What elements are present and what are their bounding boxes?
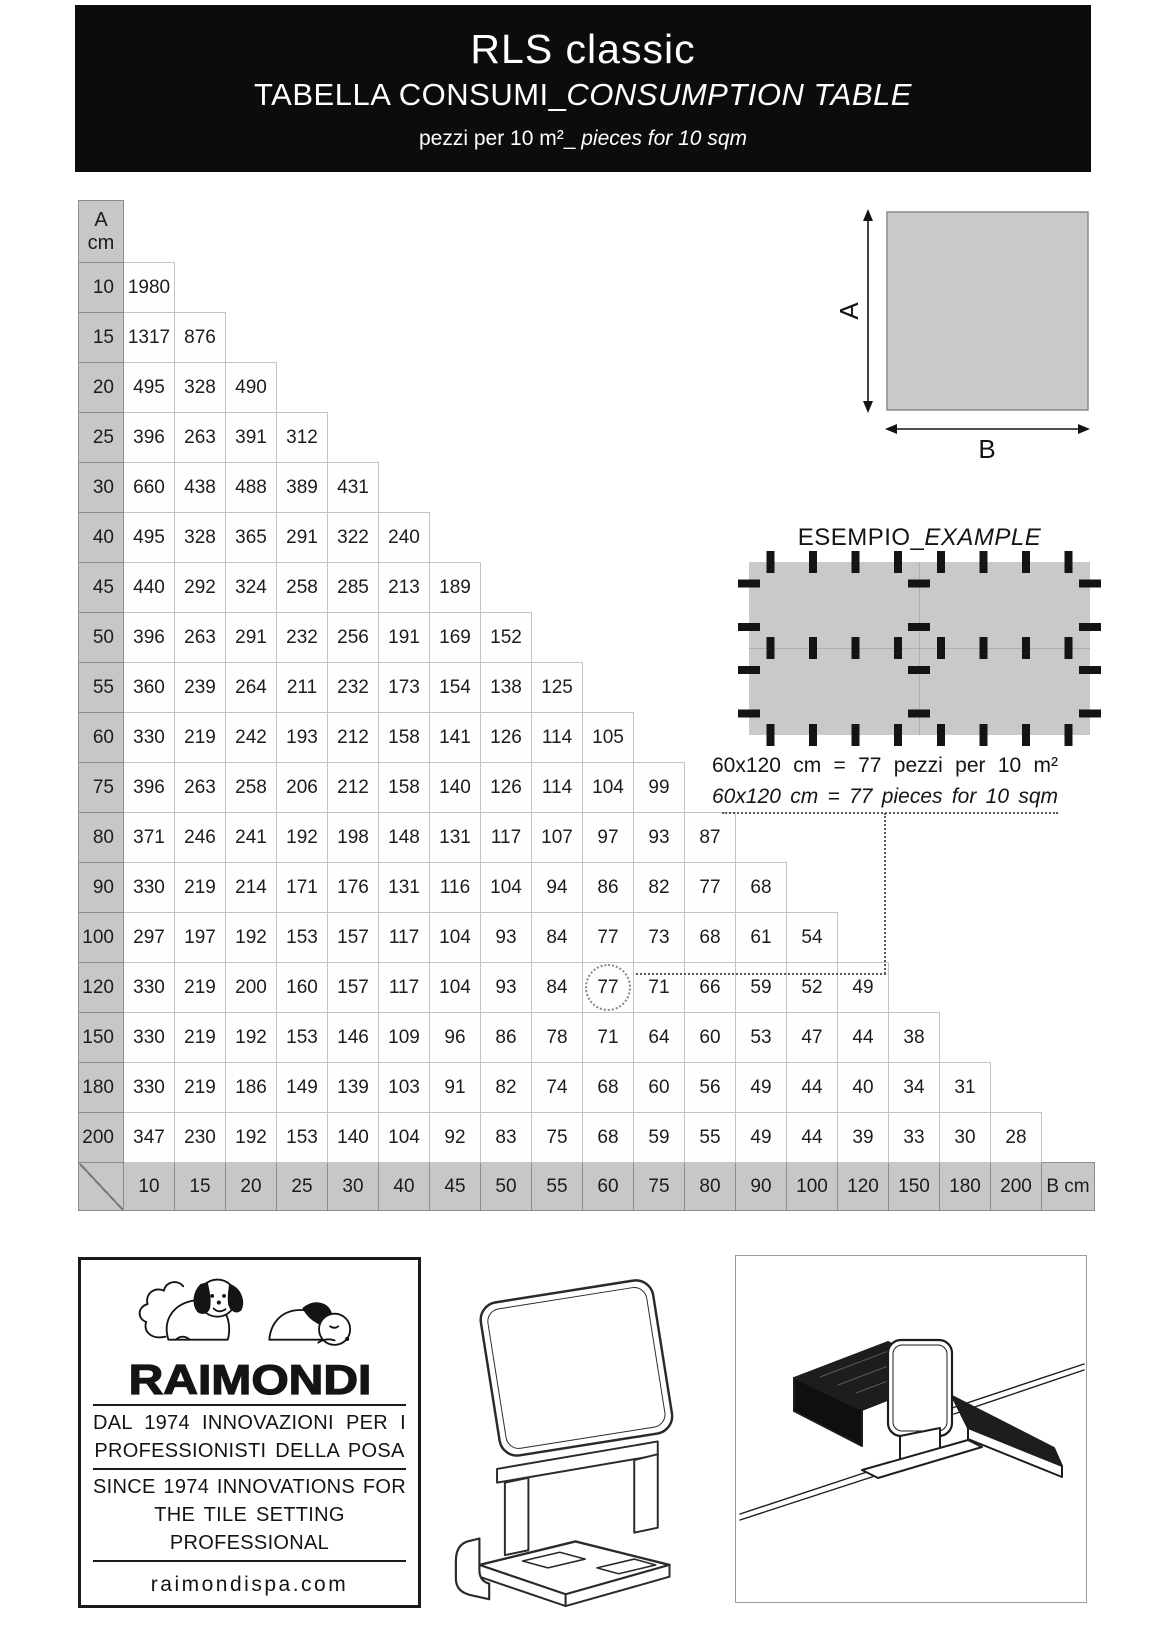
consumption-cell: 396 xyxy=(124,413,175,463)
consumption-cell: 239 xyxy=(175,663,226,713)
consumption-cell: 212 xyxy=(328,713,379,763)
tile-dimension-diagram xyxy=(828,196,1098,464)
consumption-cell: 92 xyxy=(430,1113,481,1163)
consumption-cell: 292 xyxy=(175,563,226,613)
row-label-a: 55 xyxy=(79,663,124,713)
consumption-cell: 153 xyxy=(277,1113,328,1163)
consumption-cell: 149 xyxy=(277,1063,328,1113)
consumption-cell: 291 xyxy=(277,513,328,563)
consumption-cell: 44 xyxy=(787,1113,838,1163)
consumption-cell: 263 xyxy=(175,763,226,813)
consumption-cell: 200 xyxy=(226,963,277,1013)
consumption-cell: 71 xyxy=(634,963,685,1013)
consumption-cell: 189 xyxy=(430,563,481,613)
subtitle-italian: TABELLA CONSUMI_ xyxy=(254,77,567,112)
consumption-cell: 104 xyxy=(430,913,481,963)
table-row xyxy=(79,913,1095,963)
highlighted-consumption-cell: 77 xyxy=(583,963,634,1013)
consumption-cell: 330 xyxy=(124,1013,175,1063)
consumption-cell: 138 xyxy=(481,663,532,713)
tagline-en-line2: THE TILE SETTING PROFESSIONAL xyxy=(154,1504,345,1554)
row-label-a: 150 xyxy=(79,1013,124,1063)
consumption-cell: 285 xyxy=(328,563,379,613)
consumption-cell: 171 xyxy=(277,863,328,913)
consumption-cell: 78 xyxy=(532,1013,583,1063)
arrow-a xyxy=(863,209,873,413)
consumption-cell: 34 xyxy=(889,1063,940,1113)
row-label-a: 75 xyxy=(79,763,124,813)
consumption-cell: 39 xyxy=(838,1113,889,1163)
column-header-row xyxy=(79,1163,1095,1211)
table-row xyxy=(79,1113,1095,1163)
consumption-cell: 169 xyxy=(430,613,481,663)
consumption-cell: 28 xyxy=(991,1113,1042,1163)
consumption-cell: 197 xyxy=(175,913,226,963)
row-label-a: 60 xyxy=(79,713,124,763)
consumption-cell: 93 xyxy=(481,963,532,1013)
consumption-cell: 114 xyxy=(532,763,583,813)
consumption-cell: 44 xyxy=(787,1063,838,1113)
consumption-cell: 73 xyxy=(634,913,685,963)
consumption-cell: 322 xyxy=(328,513,379,563)
consumption-cell: 116 xyxy=(430,863,481,913)
consumption-cell: 328 xyxy=(175,363,226,413)
consumption-cell: 158 xyxy=(379,713,430,763)
consumption-cell: 324 xyxy=(226,563,277,613)
consumption-cell: 495 xyxy=(124,363,175,413)
consumption-cell: 173 xyxy=(379,663,430,713)
consumption-cell: 219 xyxy=(175,863,226,913)
consumption-cell: 60 xyxy=(634,1063,685,1113)
brand-panel xyxy=(78,1257,421,1608)
consumption-cell: 242 xyxy=(226,713,277,763)
consumption-cell: 77 xyxy=(583,913,634,963)
col-label-b: 100 xyxy=(787,1163,838,1211)
consumption-cell: 56 xyxy=(685,1063,736,1113)
example-tile-layout xyxy=(749,562,1090,735)
consumption-cell: 391 xyxy=(226,413,277,463)
consumption-cell: 219 xyxy=(175,1013,226,1063)
consumption-cell: 360 xyxy=(124,663,175,713)
consumption-cell: 82 xyxy=(481,1063,532,1113)
consumption-cell: 193 xyxy=(277,713,328,763)
consumption-cell: 109 xyxy=(379,1013,430,1063)
example-title-english: EXAMPLE xyxy=(924,524,1042,551)
consumption-cell: 44 xyxy=(838,1013,889,1063)
label-b: B xyxy=(978,434,996,464)
consumption-cell: 139 xyxy=(328,1063,379,1113)
consumption-cell: 330 xyxy=(124,1063,175,1113)
col-label-b: 200 xyxy=(991,1163,1042,1211)
consumption-cell: 219 xyxy=(175,713,226,763)
consumption-cell: 68 xyxy=(583,1113,634,1163)
row-label-a: 10 xyxy=(79,263,124,313)
example-title-italian: ESEMPIO_ xyxy=(797,524,925,551)
col-label-b: 45 xyxy=(430,1163,481,1211)
dogs-illustration xyxy=(90,1264,410,1359)
consumption-cell: 33 xyxy=(889,1113,940,1163)
example-caption-english: 60x120 cm = 77 pieces for 10 sqm xyxy=(712,785,1058,808)
consumption-cell: 153 xyxy=(277,913,328,963)
consumption-cell: 117 xyxy=(481,813,532,863)
consumption-cell: 263 xyxy=(175,613,226,663)
consumption-cell: 60 xyxy=(685,1013,736,1063)
consumption-cell: 146 xyxy=(328,1013,379,1063)
consumption-cell: 440 xyxy=(124,563,175,613)
consumption-cell: 214 xyxy=(226,863,277,913)
consumption-cell: 660 xyxy=(124,463,175,513)
consumption-cell: 77 xyxy=(685,863,736,913)
example-title xyxy=(749,524,1090,552)
consumption-cell: 219 xyxy=(175,1063,226,1113)
consumption-cell: 131 xyxy=(379,863,430,913)
website-link[interactable]: raimondispa.com xyxy=(150,1573,349,1596)
consumption-cell: 264 xyxy=(226,663,277,713)
consumption-cell: 176 xyxy=(328,863,379,913)
consumption-cell: 312 xyxy=(277,413,328,463)
col-label-b: 25 xyxy=(277,1163,328,1211)
consumption-cell: 114 xyxy=(532,713,583,763)
consumption-cell: 68 xyxy=(583,1063,634,1113)
consumption-cell: 75 xyxy=(532,1113,583,1163)
example-caption xyxy=(712,750,1058,812)
consumption-cell: 240 xyxy=(379,513,430,563)
consumption-cell: 232 xyxy=(277,613,328,663)
consumption-cell: 191 xyxy=(379,613,430,663)
units-note xyxy=(419,127,747,151)
consumption-cell: 389 xyxy=(277,463,328,513)
tagline-it-line2: PROFESSIONISTI DELLA POSA xyxy=(94,1440,405,1462)
consumption-cell: 158 xyxy=(379,763,430,813)
arrow-b xyxy=(885,424,1090,434)
consumption-cell: 213 xyxy=(379,563,430,613)
consumption-cell: 371 xyxy=(124,813,175,863)
table-row xyxy=(79,813,1095,863)
consumption-cell: 105 xyxy=(583,713,634,763)
consumption-cell: 141 xyxy=(430,713,481,763)
consumption-cell: 126 xyxy=(481,763,532,813)
wedge-usage-drawing xyxy=(736,1256,1086,1602)
clip-marks-center xyxy=(908,562,930,735)
consumption-cell: 263 xyxy=(175,413,226,463)
consumption-cell: 49 xyxy=(736,1113,787,1163)
consumption-cell: 212 xyxy=(328,763,379,813)
consumption-cell: 232 xyxy=(328,663,379,713)
consumption-cell: 117 xyxy=(379,963,430,1013)
col-label-b: 50 xyxy=(481,1163,532,1211)
consumption-cell: 86 xyxy=(583,863,634,913)
consumption-cell: 431 xyxy=(328,463,379,513)
table-row xyxy=(79,1063,1095,1113)
consumption-cell: 97 xyxy=(583,813,634,863)
consumption-cell: 64 xyxy=(634,1013,685,1063)
clip-left-leg xyxy=(505,1478,529,1555)
consumption-cell: 93 xyxy=(634,813,685,863)
svg-text:RAIMONDI: RAIMONDI xyxy=(128,1358,371,1401)
col-label-b: 180 xyxy=(940,1163,991,1211)
label-a: A xyxy=(834,302,864,320)
consumption-cell: 241 xyxy=(226,813,277,863)
consumption-cell: 55 xyxy=(685,1113,736,1163)
consumption-cell: 211 xyxy=(277,663,328,713)
consumption-cell: 160 xyxy=(277,963,328,1013)
consumption-cell: 192 xyxy=(226,1013,277,1063)
consumption-cell: 328 xyxy=(175,513,226,563)
row-label-a: 90 xyxy=(79,863,124,913)
consumption-cell: 330 xyxy=(124,863,175,913)
consumption-cell: 258 xyxy=(277,563,328,613)
consumption-cell: 49 xyxy=(736,1063,787,1113)
dotted-underline xyxy=(722,812,1058,814)
consumption-cell: 107 xyxy=(532,813,583,863)
consumption-cell: 258 xyxy=(226,763,277,813)
consumption-cell: 94 xyxy=(532,863,583,913)
dotted-connector-horizontal xyxy=(636,973,886,975)
example-caption-italian: 60x120 cm = 77 pezzi per 10 m² xyxy=(712,754,1058,777)
consumption-cell: 347 xyxy=(124,1113,175,1163)
consumption-cell: 103 xyxy=(379,1063,430,1113)
consumption-cell: 53 xyxy=(736,1013,787,1063)
clip-flag xyxy=(478,1278,675,1458)
consumption-cell: 330 xyxy=(124,963,175,1013)
consumption-cell: 40 xyxy=(838,1063,889,1113)
consumption-cell: 495 xyxy=(124,513,175,563)
consumption-cell: 47 xyxy=(787,1013,838,1063)
consumption-cell: 140 xyxy=(328,1113,379,1163)
consumption-cell: 31 xyxy=(940,1063,991,1113)
consumption-cell: 396 xyxy=(124,763,175,813)
consumption-cell: 66 xyxy=(685,963,736,1013)
consumption-cell: 488 xyxy=(226,463,277,513)
consumption-cell: 186 xyxy=(226,1063,277,1113)
consumption-cell: 61 xyxy=(736,913,787,963)
left-dog-ear xyxy=(194,1283,209,1313)
consumption-cell: 365 xyxy=(226,513,277,563)
col-label-b: 55 xyxy=(532,1163,583,1211)
tile-square xyxy=(887,212,1088,410)
wedge-usage-panel xyxy=(735,1255,1087,1603)
consumption-cell: 87 xyxy=(685,813,736,863)
consumption-cell: 74 xyxy=(532,1063,583,1113)
consumption-cell: 59 xyxy=(736,963,787,1013)
consumption-cell: 126 xyxy=(481,713,532,763)
consumption-cell: 49 xyxy=(838,963,889,1013)
consumption-cell: 82 xyxy=(634,863,685,913)
col-label-b: 30 xyxy=(328,1163,379,1211)
row-label-a: 180 xyxy=(79,1063,124,1113)
consumption-cell: 154 xyxy=(430,663,481,713)
subtitle-english: CONSUMPTION TABLE xyxy=(566,77,912,112)
divider xyxy=(93,1404,406,1406)
consumption-cell: 86 xyxy=(481,1013,532,1063)
consumption-cell: 131 xyxy=(430,813,481,863)
consumption-cell: 230 xyxy=(175,1113,226,1163)
divider xyxy=(93,1560,406,1562)
col-label-b: 120 xyxy=(838,1163,889,1211)
clip-marks-left xyxy=(738,562,760,735)
page-header xyxy=(75,5,1091,172)
consumption-cell: 96 xyxy=(430,1013,481,1063)
row-label-a: 80 xyxy=(79,813,124,863)
consumption-cell: 297 xyxy=(124,913,175,963)
consumption-cell: 396 xyxy=(124,613,175,663)
row-label-a: 200 xyxy=(79,1113,124,1163)
row-label-a: 50 xyxy=(79,613,124,663)
consumption-cell: 330 xyxy=(124,713,175,763)
consumption-cell: 91 xyxy=(430,1063,481,1113)
consumption-cell: 192 xyxy=(226,1113,277,1163)
units-italian: pezzi per 10 m²_ xyxy=(419,127,582,150)
consumption-cell: 438 xyxy=(175,463,226,513)
col-label-b: 20 xyxy=(226,1163,277,1211)
consumption-cell: 157 xyxy=(328,963,379,1013)
consumption-cell: 1317 xyxy=(124,313,175,363)
consumption-cell: 68 xyxy=(736,863,787,913)
consumption-cell: 206 xyxy=(277,763,328,813)
row-label-a: 40 xyxy=(79,513,124,563)
table-row xyxy=(79,1013,1095,1063)
page-subtitle xyxy=(254,77,912,113)
consumption-cell: 125 xyxy=(532,663,583,713)
consumption-cell: 246 xyxy=(175,813,226,863)
table-row xyxy=(79,463,1095,513)
consumption-cell: 192 xyxy=(277,813,328,863)
consumption-cell: 83 xyxy=(481,1113,532,1163)
consumption-cell: 198 xyxy=(328,813,379,863)
col-label-b: 15 xyxy=(175,1163,226,1211)
col-label-b: 60 xyxy=(583,1163,634,1211)
consumption-cell: 219 xyxy=(175,963,226,1013)
consumption-cell: 153 xyxy=(277,1013,328,1063)
dotted-connector-vertical xyxy=(884,813,886,974)
diagonal-cell xyxy=(79,1163,124,1211)
consumption-cell: 104 xyxy=(481,863,532,913)
clip-right-leg xyxy=(634,1454,658,1532)
consumption-cell: 876 xyxy=(175,313,226,363)
consumption-cell: 104 xyxy=(379,1113,430,1163)
col-label-b: 75 xyxy=(634,1163,685,1211)
table-corner-label: A cm xyxy=(79,201,124,263)
row-label-a: 100 xyxy=(79,913,124,963)
row-label-a: 15 xyxy=(79,313,124,363)
consumption-cell: 291 xyxy=(226,613,277,663)
consumption-cell: 71 xyxy=(583,1013,634,1063)
consumption-cell: 99 xyxy=(634,763,685,813)
divider xyxy=(93,1468,406,1470)
consumption-cell: 104 xyxy=(583,763,634,813)
clip-flag-top xyxy=(888,1340,952,1436)
consumption-cell: 104 xyxy=(430,963,481,1013)
row-label-a: 120 xyxy=(79,963,124,1013)
col-label-b: 150 xyxy=(889,1163,940,1211)
col-label-b: 10 xyxy=(124,1163,175,1211)
consumption-cell: 152 xyxy=(481,613,532,663)
tagline-en-line1: SINCE 1974 INNOVATIONS FOR xyxy=(93,1476,406,1498)
row-label-a: 30 xyxy=(79,463,124,513)
product-title: RLS classic xyxy=(470,26,696,72)
consumption-cell: 117 xyxy=(379,913,430,963)
raimondi-wordmark xyxy=(92,1359,408,1401)
table-row xyxy=(79,963,1095,1013)
consumption-cell: 52 xyxy=(787,963,838,1013)
consumption-cell: 157 xyxy=(328,913,379,963)
row-label-a: 25 xyxy=(79,413,124,463)
consumption-cell: 192 xyxy=(226,913,277,963)
consumption-cell: 68 xyxy=(685,913,736,963)
col-label-b: 90 xyxy=(736,1163,787,1211)
consumption-cell: 59 xyxy=(634,1113,685,1163)
consumption-cell: 490 xyxy=(226,363,277,413)
clip-marks-right xyxy=(1079,562,1101,735)
tagline-it-line1: DAL 1974 INNOVAZIONI PER I xyxy=(93,1412,406,1434)
consumption-cell: 1980 xyxy=(124,263,175,313)
consumption-cell: 84 xyxy=(532,963,583,1013)
row-label-a: 20 xyxy=(79,363,124,413)
consumption-cell: 148 xyxy=(379,813,430,863)
consumption-cell: 93 xyxy=(481,913,532,963)
b-axis-label: B cm xyxy=(1042,1163,1095,1211)
col-label-b: 40 xyxy=(379,1163,430,1211)
consumption-cell: 84 xyxy=(532,913,583,963)
left-dog-ear2 xyxy=(228,1285,242,1312)
col-label-b: 80 xyxy=(685,1163,736,1211)
leveling-clip-drawing xyxy=(450,1240,695,1640)
table-row xyxy=(79,863,1095,913)
consumption-cell: 38 xyxy=(889,1013,940,1063)
consumption-cell: 54 xyxy=(787,913,838,963)
row-label-a: 45 xyxy=(79,563,124,613)
consumption-cell: 256 xyxy=(328,613,379,663)
consumption-cell: 30 xyxy=(940,1113,991,1163)
units-english: pieces for 10 sqm xyxy=(581,127,747,150)
consumption-cell: 140 xyxy=(430,763,481,813)
